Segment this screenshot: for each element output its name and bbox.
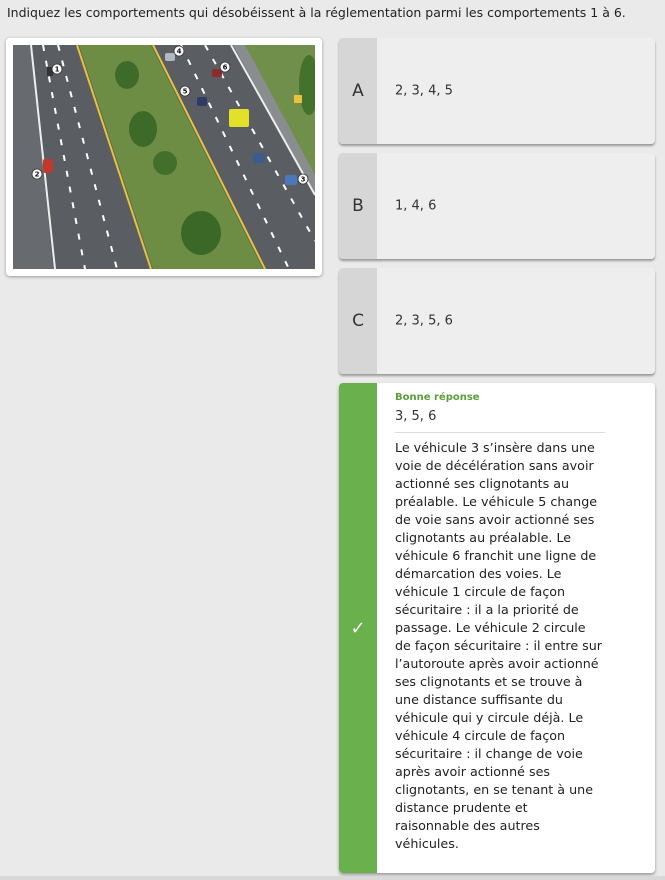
answer-value: 3, 5, 6	[395, 409, 437, 424]
label-1: 1	[54, 65, 60, 74]
question-text: Indiquez les comportements qui désobéissent à la réglementation parmi les comportements 1 à 6.	[7, 5, 626, 20]
option-c-letter: C	[352, 311, 364, 331]
label-3: 3	[300, 175, 306, 184]
option-c[interactable]	[339, 268, 655, 374]
option-a-text: 2, 3, 4, 5	[395, 83, 453, 99]
label-4: 4	[176, 47, 182, 56]
vehicle-4	[165, 53, 175, 61]
label-2: 2	[34, 170, 40, 179]
answer-check-col	[339, 383, 377, 873]
option-c-text: 2, 3, 5, 6	[395, 313, 453, 329]
option-a[interactable]	[339, 38, 655, 144]
option-b-text: 1, 4, 6	[395, 198, 437, 214]
vehicle-other	[253, 153, 265, 163]
truck	[229, 109, 249, 127]
answer-content	[395, 391, 605, 853]
answer-explanation: Le véhicule 3 s’insère dans une voie de décélération sans avoir actionné ses clignotants au préalable. Le véhicule 5 change de voie sans avoir actionné ses clignotants au préalable. Le véhicule 6 franchit une ligne de démarcation des voies. Le véhicule 1 circule de façon sécuritaire : il a la priorité de passage. Le véhicule 2 circule de façon sécuritaire : il entre sur l’autoroute après avoir actionné ses clignotants et se trouve à une distance suffisante du véhicule qui y circule déjà. Le véhicule 4 circule de façon sécuritaire : il change de voie après avoir actionné ses clignotants, en se tenant à une distance prudente et raisonnable des autres véhicules.	[395, 440, 603, 851]
option-a-letter-col	[339, 38, 377, 144]
option-b-letter: B	[352, 196, 364, 216]
answer-label: Bonne réponse	[395, 392, 480, 403]
vehicle-3	[285, 175, 297, 185]
check-icon: ✓	[350, 617, 366, 639]
label-5: 5	[182, 87, 188, 96]
highway-illustration	[13, 45, 315, 269]
option-c-letter-col	[339, 268, 377, 374]
illustration-card	[6, 38, 322, 276]
option-a-letter: A	[352, 81, 364, 101]
answer-divider	[395, 432, 605, 433]
vehicle-2	[43, 159, 53, 173]
label-6: 6	[222, 63, 228, 72]
correct-answer-card	[339, 383, 655, 873]
vehicle-6	[212, 69, 222, 77]
bottom-divider	[0, 876, 665, 880]
vehicle-5	[197, 97, 207, 106]
option-b[interactable]	[339, 153, 655, 259]
option-b-letter-col	[339, 153, 377, 259]
